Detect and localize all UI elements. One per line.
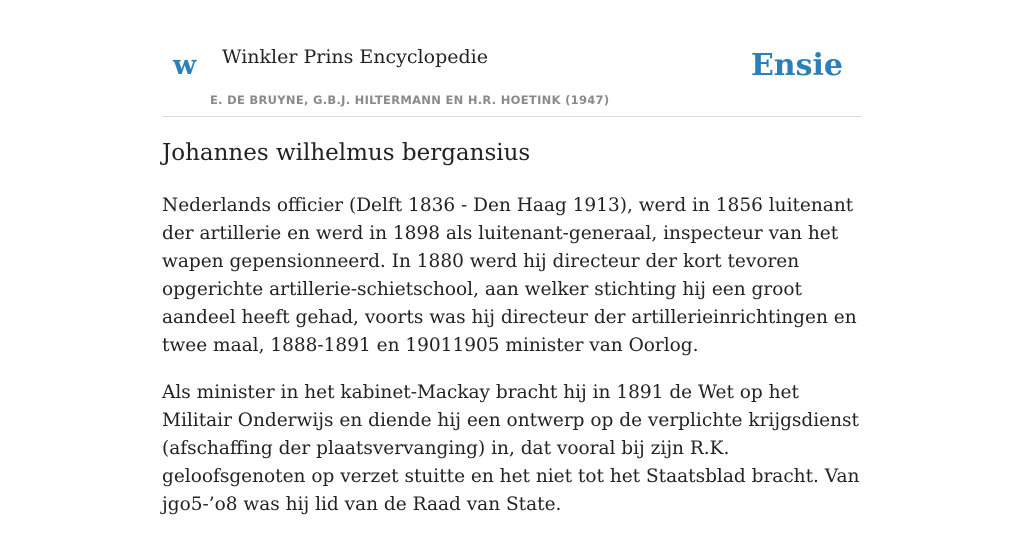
body-paragraph: Als minister in het kabinet-Mackay bracht hij in 1891 de Wet op het Militair Onderwijs en diende hij een ontwerp op de verplichte krijgsdienst (afschaffing der plaatsvervanging) in, dat vooral bij zijn R.K. geloofsgenoten op verzet stuitte en het niet tot het Staatsblad bracht. Van jgo5-’o8 was hij lid van de Raad van State. bbox=[162, 382, 860, 515]
body-paragraph: Nederlands officier (Delft 1836 - Den Haag 1913), werd in 1856 luitenant der artillerie en werd in 1898 als luitenant-generaal, inspecteur van het wapen gepensionneerd. In 1880 werd hij directeur der kort tevoren opgerichte artillerie-schietschool, aan welker stichting hij een groot aandeel heeft gehad, voorts was hij directeur der artillerieinrichtingen en twee maal, 1888-1891 en 19011905 minister van Oorlog. bbox=[162, 195, 857, 356]
entry-body bbox=[162, 192, 862, 538]
source-header bbox=[162, 0, 862, 117]
source-title[interactable]: Winkler Prins Encyclopedie bbox=[222, 46, 488, 68]
page-container bbox=[162, 0, 862, 515]
entry-title: Johannes wilhelmus bergansius bbox=[162, 140, 531, 166]
winkler-prins-logo[interactable]: w bbox=[173, 50, 197, 81]
source-authors: E. DE BRUYNE, G.B.J. HILTERMANN EN H.R. HOETINK (1947) bbox=[210, 93, 610, 107]
ensie-logo[interactable]: Ensie bbox=[750, 48, 843, 83]
